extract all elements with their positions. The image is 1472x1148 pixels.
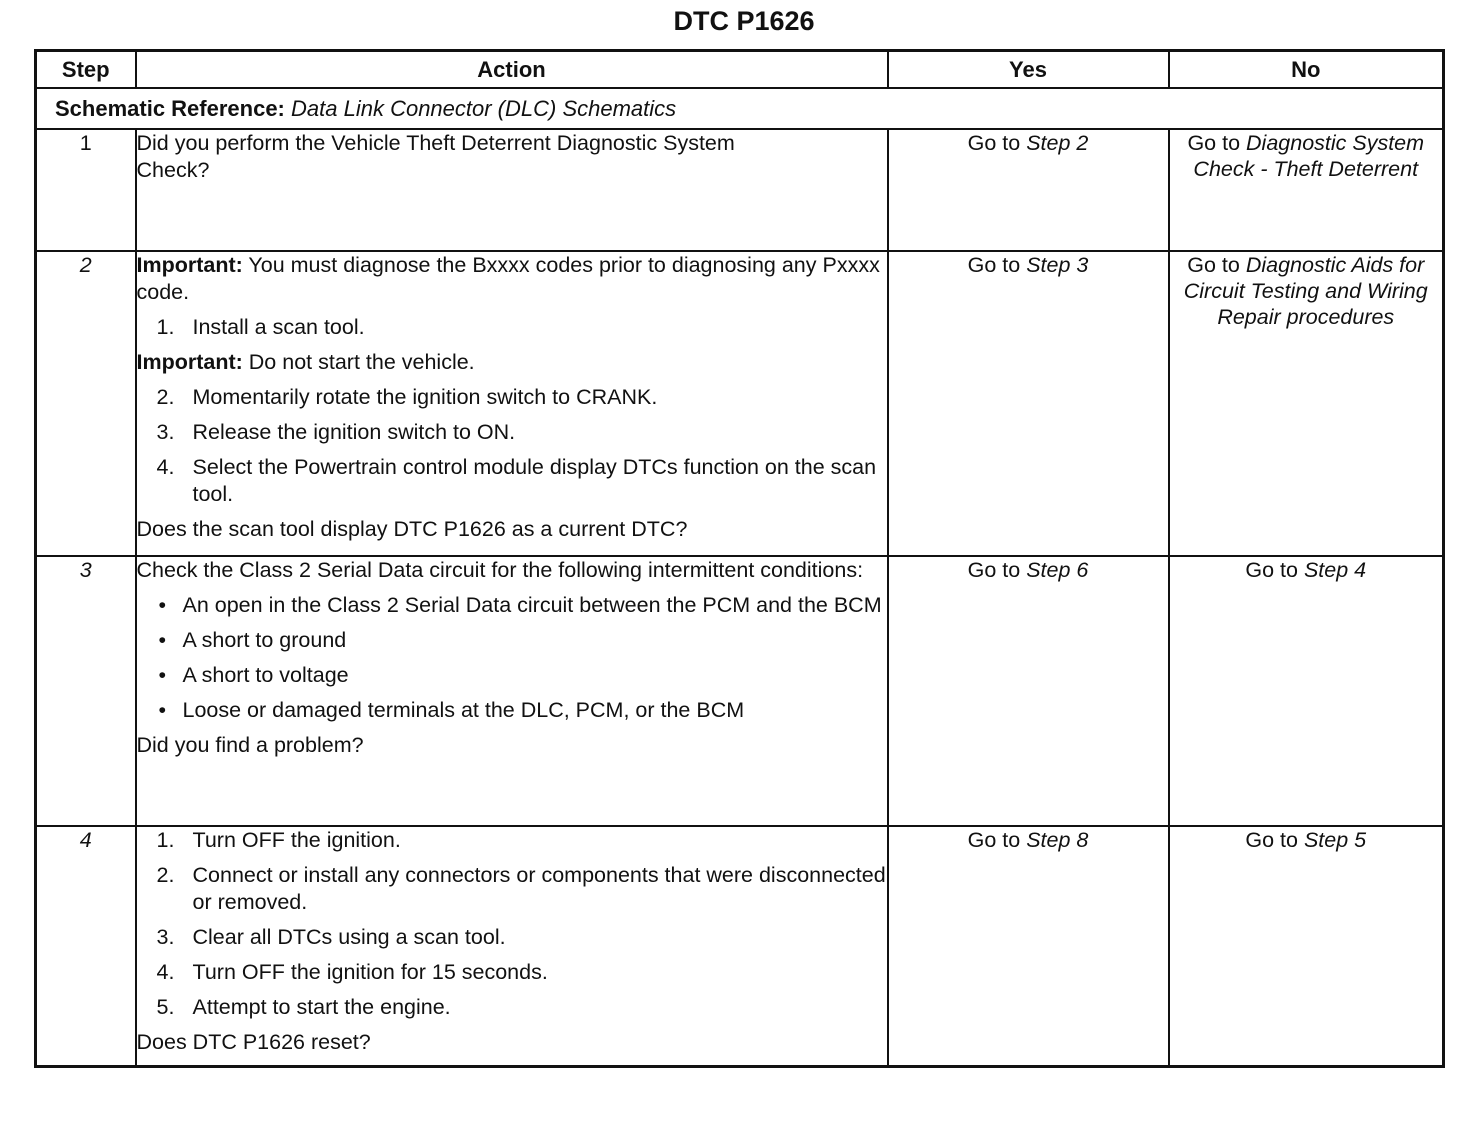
list-item <box>137 384 887 411</box>
header-row <box>36 51 1444 89</box>
step-number: 1 <box>36 129 136 251</box>
action-text: Check the Class 2 Serial Data circuit for the following intermittent conditions: <box>136 558 864 582</box>
bullet-icon: • <box>158 698 167 722</box>
header-action: Action <box>136 51 888 89</box>
list-item <box>137 662 887 689</box>
yes-link[interactable]: Step 2 <box>1026 131 1089 155</box>
header-yes: Yes <box>888 51 1169 89</box>
yes-prefix: Go to <box>967 131 1021 155</box>
page-title: DTC P1626 <box>673 6 815 36</box>
no-prefix: Go to <box>1187 131 1241 155</box>
list-text: Loose or damaged terminals at the DLC, PCM, or the BCM <box>182 698 745 722</box>
yes-link[interactable]: Step 3 <box>1026 253 1089 277</box>
no-cell <box>1169 556 1444 826</box>
yes-cell <box>888 556 1169 826</box>
no-link[interactable]: Diagnostic System Check - Theft Deterrent <box>1193 131 1425 181</box>
important-text: Do not start the vehicle. <box>248 350 475 374</box>
list-item <box>137 627 887 654</box>
yes-cell <box>888 129 1169 251</box>
list-item <box>137 862 887 916</box>
yes-link[interactable]: Step 8 <box>1026 828 1089 852</box>
list-item <box>137 419 887 446</box>
list-item <box>137 994 887 1021</box>
question-text: Did you find a problem? <box>136 733 364 757</box>
list-item <box>137 697 887 724</box>
no-prefix: Go to <box>1245 828 1298 852</box>
dtc-table <box>34 49 1445 1068</box>
no-prefix: Go to <box>1245 558 1298 582</box>
list-number: 2. <box>156 385 175 409</box>
list-item <box>137 924 887 951</box>
no-link[interactable]: Diagnostic Aids for Circuit Testing and Wiring Repair procedures <box>1183 253 1428 329</box>
action-cell <box>136 826 888 1066</box>
list-number: 1. <box>156 828 175 852</box>
list-number: 4. <box>156 455 175 479</box>
no-cell <box>1169 826 1444 1066</box>
list-item <box>137 592 887 619</box>
step-number: 3 <box>36 556 136 826</box>
list-text: An open in the Class 2 Serial Data circuit between the PCM and the BCM <box>182 593 882 617</box>
bullet-icon: • <box>158 628 167 652</box>
action-text: Did you perform the Vehicle Theft Deterrent Diagnostic System Check? <box>136 131 735 182</box>
important-text: You must diagnose the Bxxxx codes prior to diagnosing any Pxxxx code. <box>136 253 880 304</box>
list-text: Select the Powertrain control module display DTCs function on the scan tool. <box>192 455 877 506</box>
list-item <box>137 959 887 986</box>
action-cell <box>136 556 888 826</box>
schematic-row <box>36 88 1444 129</box>
list-text: Turn OFF the ignition. <box>192 828 401 852</box>
list-item <box>137 827 887 854</box>
yes-cell <box>888 251 1169 556</box>
important-label: Important: <box>136 350 243 374</box>
no-cell <box>1169 129 1444 251</box>
list-text: Momentarily rotate the ignition switch to CRANK. <box>192 385 658 409</box>
list-text: Install a scan tool. <box>192 315 365 339</box>
important-label: Important: <box>136 253 243 277</box>
no-link[interactable]: Step 5 <box>1303 828 1367 852</box>
schematic-link[interactable]: Data Link Connector (DLC) Schematics <box>291 96 677 121</box>
table-row <box>36 826 1444 1066</box>
schematic-label: Schematic Reference: <box>55 96 285 121</box>
list-number: 2. <box>156 863 175 887</box>
yes-prefix: Go to <box>967 828 1021 852</box>
header-no: No <box>1169 51 1444 89</box>
schematic-reference <box>36 88 1444 129</box>
list-number: 3. <box>156 420 175 444</box>
bullet-icon: • <box>158 593 167 617</box>
question-text: Does DTC P1626 reset? <box>136 1030 371 1054</box>
table-row <box>36 129 1444 251</box>
no-cell <box>1169 251 1444 556</box>
action-cell <box>136 129 888 251</box>
list-item <box>137 454 887 508</box>
important-note <box>137 349 887 376</box>
table-row <box>36 251 1444 556</box>
list-number: 4. <box>156 960 175 984</box>
list-text: Release the ignition switch to ON. <box>192 420 516 444</box>
important-note <box>137 252 887 306</box>
list-number: 5. <box>156 995 175 1019</box>
no-link[interactable]: Step 4 <box>1303 558 1367 582</box>
step-number: 4 <box>36 826 136 1066</box>
list-text: Clear all DTCs using a scan tool. <box>192 925 506 949</box>
list-text: Connect or install any connectors or components that were disconnected or removed. <box>192 863 886 914</box>
list-text: Turn OFF the ignition for 15 seconds. <box>192 960 548 984</box>
step-number: 2 <box>36 251 136 556</box>
table-row <box>36 556 1444 826</box>
list-text: Attempt to start the engine. <box>192 995 451 1019</box>
yes-cell <box>888 826 1169 1066</box>
list-item <box>137 314 887 341</box>
list-number: 3. <box>156 925 175 949</box>
list-text: A short to voltage <box>182 663 349 687</box>
header-step: Step <box>36 51 136 89</box>
question-text: Does the scan tool display DTC P1626 as a current DTC? <box>136 517 688 541</box>
bullet-icon: • <box>158 663 167 687</box>
yes-prefix: Go to <box>967 558 1021 582</box>
list-number: 1. <box>156 315 175 339</box>
yes-prefix: Go to <box>967 253 1021 277</box>
no-prefix: Go to <box>1187 253 1240 277</box>
list-text: A short to ground <box>182 628 347 652</box>
yes-link[interactable]: Step 6 <box>1026 558 1089 582</box>
action-cell <box>136 251 888 556</box>
